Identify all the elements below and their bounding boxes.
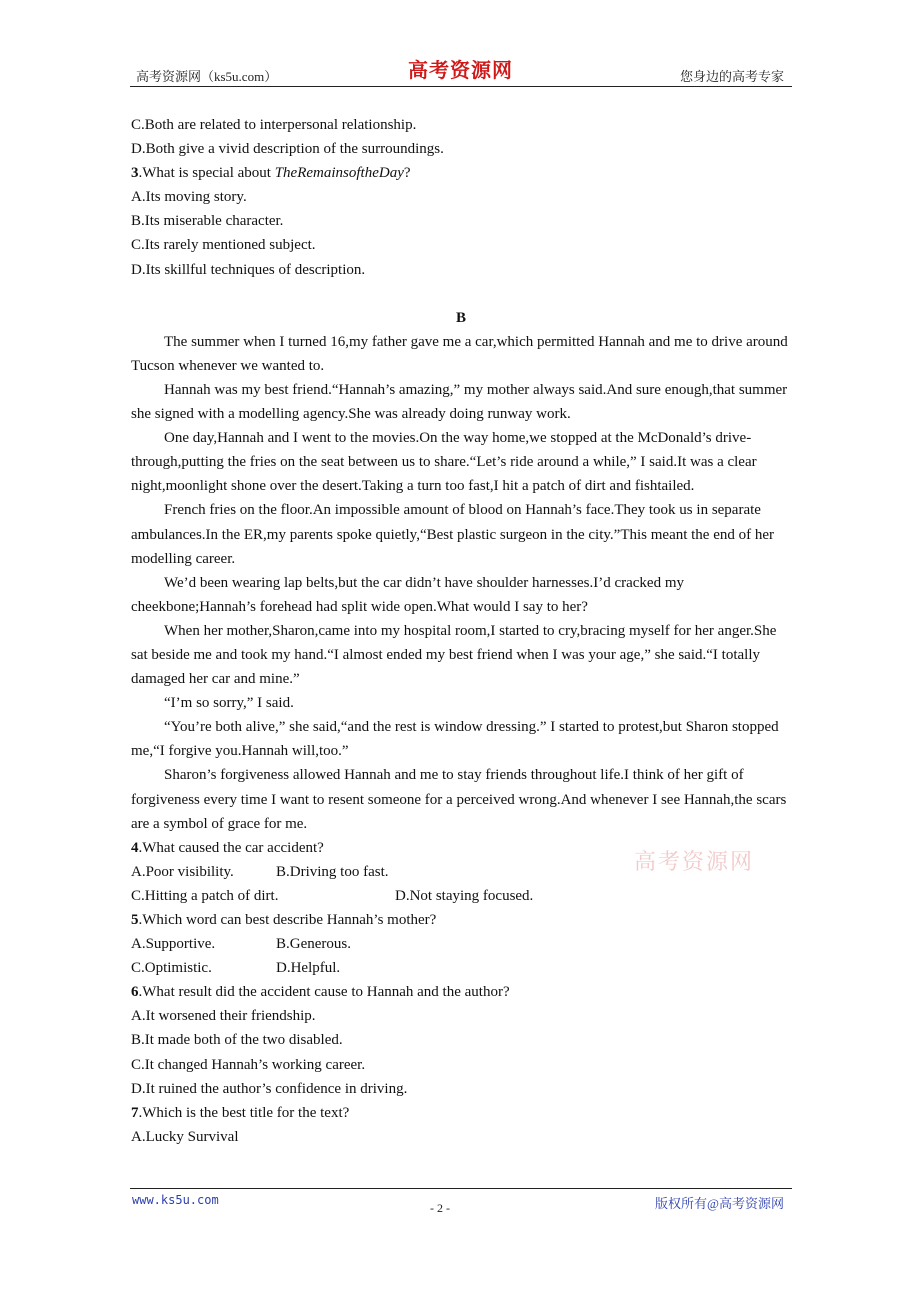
question-text: .What result did the accident cause to Hannah and the author?: [138, 984, 510, 1001]
question-7: [131, 1101, 791, 1125]
question-text: .Which word can best describe Hannah’s mother?: [138, 912, 437, 928]
option: D.Helpful.: [276, 960, 341, 977]
page-number: - 2 -: [430, 1201, 450, 1215]
passage-paragraph: “You’re both alive,” she said,“and the rest is window dressing.” I started to protest,but Sharon stopped me,“I forgive you.Hannah will,too.”: [131, 719, 779, 760]
question-number: 3: [131, 165, 139, 182]
passage-paragraph: Sharon’s forgiveness allowed Hannah and me to stay friends throughout life.I think of her gift of forgiveness every time I want to resent someone for a perceived wrong.And whenever I see Hannah,the scars are a symbol of grace for me.: [131, 767, 787, 832]
question-number: 4: [131, 839, 139, 856]
option-d: D.Both give a vivid description of the surroundings.: [131, 141, 444, 158]
option: B.Its miserable character.: [131, 213, 284, 230]
question-number: 7: [131, 1104, 139, 1121]
question-number: 6: [131, 984, 139, 1001]
option: A.It worsened their friendship.: [131, 1008, 316, 1025]
option: A.Poor visibility.: [131, 863, 234, 880]
document-body: [131, 113, 791, 1149]
option: B.It made both of the two disabled.: [131, 1032, 343, 1049]
option: B.Generous.: [276, 936, 351, 953]
passage-paragraph: One day,Hannah and I went to the movies.On the way home,we stopped at the McDonald’s drive-through,putting the fries on the seat between us to share.“Let’s ride around a while,” I said.It was a clear night,moonlight shone over the desert.Taking a turn too fast,I hit a patch of dirt and fishtailed.: [131, 430, 757, 495]
question-mark: ?: [403, 165, 411, 182]
option: B.Driving too fast.: [276, 863, 389, 880]
page-footer: [130, 1188, 792, 1219]
section-title: B: [455, 309, 466, 326]
option: D.Its skillful techniques of description.: [131, 261, 366, 278]
passage-paragraph: French fries on the floor.An impossible amount of blood on Hannah’s face.They took us in separate ambulances.In the ER,my parents spoke quietly,“Best plastic surgeon in the city.”This meant the end of her modelling career.: [131, 502, 775, 567]
option-c: C.Both are related to interpersonal relationship.: [131, 117, 417, 133]
book-title: TheRemainsoftheDay: [274, 165, 404, 182]
watermark: 高考资源网: [634, 850, 755, 875]
option: A.Supportive.: [131, 936, 216, 953]
passage-paragraph: We’d been wearing lap belts,but the car didn’t have shoulder harnesses.I’d cracked my cheekbone;Hannah’s forehead had split wide open.What would I say to her?: [131, 574, 684, 615]
question-text: .Which is the best title for the text?: [138, 1104, 350, 1121]
passage-paragraph: The summer when I turned 16,my father gave me a car,which permitted Hannah and me to drive around Tucson whenever we wanted to.: [131, 333, 788, 374]
question-6: [131, 980, 791, 1004]
option: D.It ruined the author’s confidence in driving.: [131, 1080, 408, 1097]
footer-link[interactable]: www.ks5u.com: [132, 1193, 219, 1207]
option: C.It changed Hannah’s working career.: [131, 1056, 366, 1073]
question-5: [131, 908, 791, 932]
passage-paragraph: When her mother,Sharon,came into my hospital room,I started to cry,bracing myself for her anger.She sat beside me and took my hand.“I almost ended my best friend when I was your age,” she said.“I totally damaged her car and mine.”: [131, 622, 777, 688]
header-slogan: 您身边的高考专家: [679, 69, 784, 84]
option-row: [131, 956, 791, 980]
question-number: 5: [131, 912, 139, 928]
option: D.Not staying focused.: [395, 887, 534, 904]
question-text: .What caused the car accident?: [138, 839, 324, 856]
option: C.Hitting a patch of dirt.: [131, 887, 279, 904]
option: A.Its moving story.: [131, 189, 247, 206]
footer-copyright: 版权所有@高考资源网: [655, 1196, 784, 1211]
header-site-name: 高考资源网（ks5u.com）: [136, 69, 278, 84]
passage-paragraph: Hannah was my best friend.“Hannah’s amazing,” my mother always said.And sure enough,that summer she signed with a modelling agency.She was already doing runway work.: [131, 381, 788, 423]
page-header: [130, 52, 792, 87]
option: A.Lucky Survival: [131, 1128, 239, 1145]
option-row: [131, 884, 791, 908]
option-row: [131, 932, 791, 956]
question-3: [131, 161, 791, 185]
header-logo: 高考资源网: [408, 58, 513, 82]
option: C.Its rarely mentioned subject.: [131, 237, 316, 254]
passage-paragraph: “I’m so sorry,” I said.: [164, 695, 294, 712]
question-text: .What is special about: [138, 165, 275, 182]
option: C.Optimistic.: [131, 960, 212, 977]
